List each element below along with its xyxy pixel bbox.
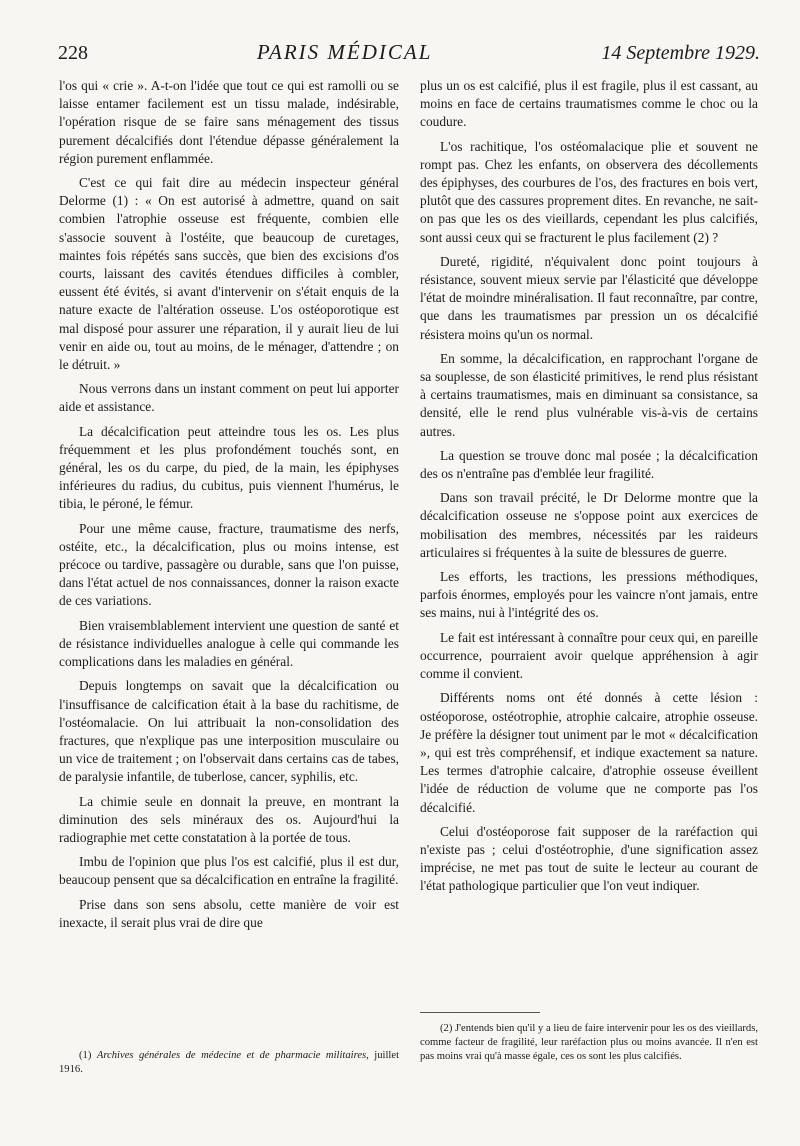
footnote-2: [420, 1022, 758, 1064]
running-header: [58, 40, 760, 70]
paragraph: Dureté, rigidité, n'équivalent donc point toujours à résistance, souvent mieux servie par l'élasticité que développe l'état de moindre minéralisation. Il faut reconnaître, par contre, que dans les traumatismes par pression un os décalcifié résistera moins qu'un os normal.: [420, 253, 758, 342]
paragraph: Depuis longtemps on savait que la décalcification ou l'insuffisance de calcification était à la base du rachitisme, de l'ostéomalacie. On lui attribuait la non-consolidation des fractures, que n'explique pas une interposition musculaire ou un vice de traitement ; on l'observait dans certains cas de tabes, de paralysie infantile, de tuberlose, cancer, syphilis, etc.: [59, 678, 399, 785]
paragraph: Différents noms ont été donnés à cette lésion : ostéoporose, ostéotrophie, atrophie calcaire, atrophie osseuse. Je préfère la désigner tout uniment par le mot « décalcification », qui est très compréhensif, et indique exactement sa nature. Les termes d'atrophie calcaire, d'atrophie osseuse éveillent l'idée de réduction de volume que ne comporte pas l'os décalcifié.: [420, 690, 758, 815]
paragraph: Pour une même cause, fracture, traumatisme des nerfs, ostéite, etc., la décalcification, plus ou moins intense, est précoce ou tardive, passagère ou durable, sans que l'on puisse, dans l'état actuel de nos connaissances, donner la raison exacte de ces variations.: [59, 520, 399, 609]
journal-title: PARIS MÉDICAL: [256, 40, 433, 64]
paragraph: Imbu de l'opinion que plus l'os est calcifié, plus il est dur, beaucoup pensent que sa décalcification en entraîne la fragilité.: [59, 854, 399, 888]
paragraph: Dans son travail précité, le Dr Delorme montre que la décalcification osseuse ne s'oppose point aux exercices de mobilisation des membres, nécessités par les raideurs articulaires si fréquentes à la suite de blessures de guerre.: [420, 490, 758, 560]
issue-date: 14 Septembre 1929.: [601, 42, 760, 64]
footnote-divider: [420, 1012, 540, 1013]
paragraph: plus un os est calcifié, plus il est fragile, plus il est cassant, au moins en face de certains traumatismes comme le choc ou la coudure.: [420, 78, 758, 130]
paragraph: Les efforts, les tractions, les pressions méthodiques, parfois énormes, employés pour les vaincre n'ont jamais, entre ses mains, nui à l'intégrité des os.: [420, 569, 758, 621]
page-number: 228: [58, 42, 88, 64]
paragraph: L'os rachitique, l'os ostéomalacique plie et souvent ne rompt pas. Chez les enfants, on observera des décollements des épiphyses, des courbures de l'os, des fractures en bois vert, plutôt que des cassures proprement dites. En revanche, ne sait-on pas que les os des vieillards, cependant les plus calcifiés, sont aussi ceux qui se fracturent le plus facilement (2) ?: [420, 138, 758, 245]
footnote-marker: (1): [79, 1050, 92, 1061]
paragraph: Nous verrons dans un instant comment on peut lui apporter aide et assistance.: [59, 381, 399, 415]
paragraph: Celui d'ostéoporose fait supposer de la raréfaction qui n'existe pas ; celui d'ostéotrophie, d'une signification assez imprécise, ne met pas tout de suite le lecteur au courant de l'état pathologique particulier que l'on veut indiquer.: [420, 823, 758, 894]
paragraph: La chimie seule en donnait la preuve, en montrant la diminution des sels minéraux des os. Aujourd'hui la radiographie met cette constatation à la portée de tous.: [59, 793, 399, 845]
right-column: [420, 77, 758, 902]
paragraph: La question se trouve donc mal posée ; la décalcification des os n'entraîne pas d'emblée leur fragilité.: [420, 447, 758, 482]
footnote-1: [59, 1049, 399, 1077]
paragraph: Bien vraisemblablement intervient une question de santé et de résistance individuelles analogue à celle qui commande les complications dans les maladies en général.: [59, 617, 399, 670]
paragraph: l'os qui « crie ». A-t-on l'idée que tout ce qui est ramolli ou se laisse entamer facilement est un tissu malade, indésirable, l'opération risque de se faire sans ménagement des tissus purement décalcifiés dont l'étendue dépasse généralement la région purement enflammée.: [59, 78, 399, 166]
footnote-text: (2) J'entends bien qu'il y a lieu de faire intervenir pour les os des vieillards, comme facteur de fragilité, leur raréfaction plus ou moins avancée. Il n'en est pas moins vrai qu'à masse égale, ces os sont les plus calcifiés.: [420, 1023, 758, 1062]
paragraph: En somme, la décalcification, en rapprochant l'organe de sa souplesse, de son élasticité primitives, le rend plus résistant à certains traumatismes, mais en diminuant sa consistance, sa densité, elle le rend plus vulnérable vis-à-vis de certains autres.: [420, 350, 758, 439]
paragraph: Prise dans son sens absolu, cette manière de voir est inexacte, il serait plus vrai de dire que: [59, 896, 399, 930]
paragraph: C'est ce qui fait dire au médecin inspecteur général Delorme (1) : « On est autorisé à admettre, quand on sait combien l'atrophie osseuse est fréquente, combien elle s'associe souvent à l'ostéite, que beaucoup de curetages, maintes fois répétés sans succès, que bien des excisions d'os courts, laissant des cavités étendues difficiles à combler, eussent été évités, si avant d'intervenir on s'était enquis de la nature exacte de l'altération osseuse. L'os ostéoporotique est mal disposé pour assurer une réparation, il y aurait lieu de lui venir en aide ou, tout au moins, de le ménager, d'attendre ; on le détruit. »: [59, 175, 399, 373]
paragraph: La décalcification peut atteindre tous les os. Les plus fréquemment et les plus profondément touchés sont, en général, les os du carpe, du pied, de la main, les épiphyses inférieures du radius, du cubitus, puis viennent l'humérus, le tibia, le péroné, le fémur.: [59, 423, 399, 512]
footnote-citation-date: juillet 1916.: [59, 1050, 400, 1075]
paragraph: Le fait est intéressant à connaître pour ceux qui, en pareille occurrence, pourraient avoir quelque appréhension à agir comme il convient.: [420, 629, 758, 682]
left-column: [59, 77, 399, 938]
footnote-citation-title: Archives générales de médecine et de pharmacie militaires,: [96, 1050, 369, 1061]
